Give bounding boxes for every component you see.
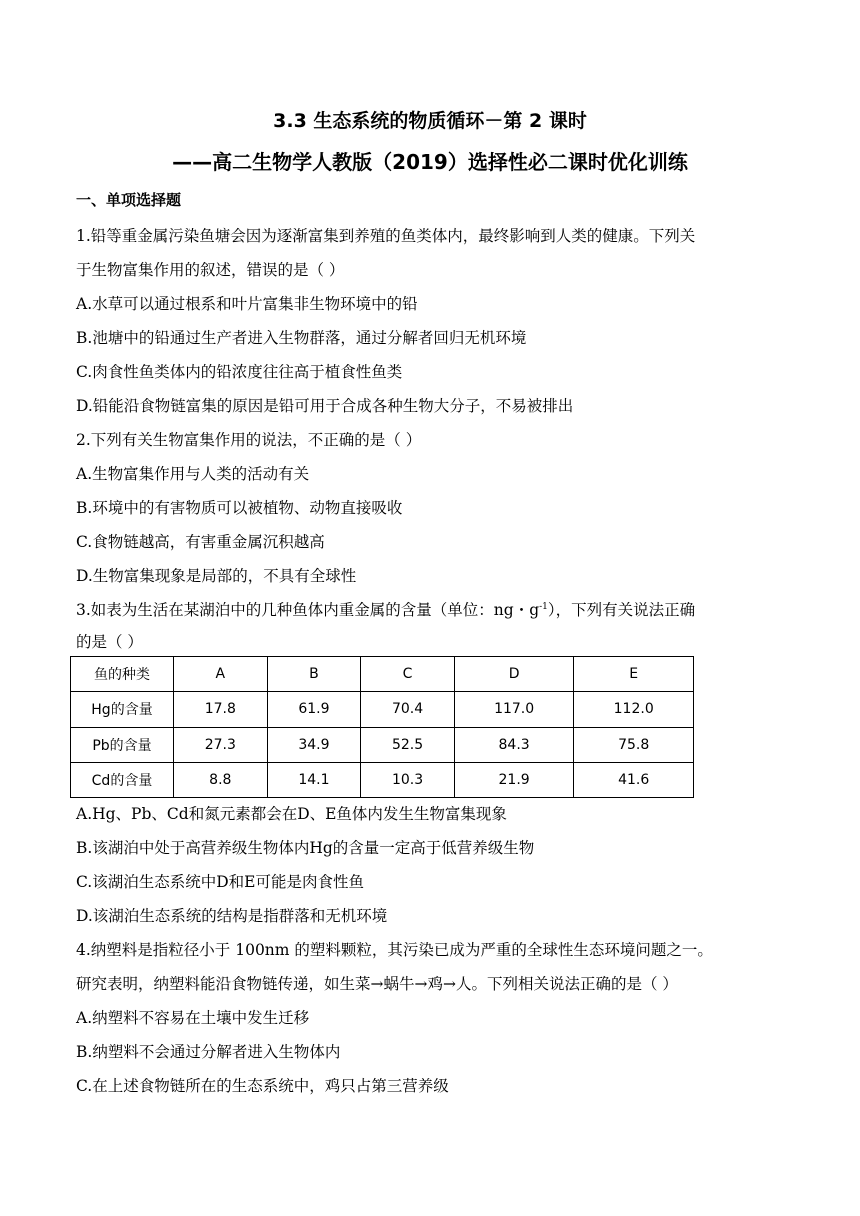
q3-option-b: B.该湖泊中处于高营养级生物体内Hg的含量一定高于低营养级生物 (76, 839, 535, 857)
table-row (71, 727, 694, 762)
table-header-row (71, 657, 694, 692)
table-header-cell: A (174, 657, 268, 692)
q1-stem-line-2: 于生物富集作用的叙述，错误的是（ ） (76, 261, 345, 279)
table-cell: 117.0 (454, 692, 574, 727)
q3-option-d: D.该湖泊生态系统的结构是指群落和无机环境 (76, 907, 388, 925)
q3-stem-text-a: 3.如表为生活在某湖泊中的几种鱼体内重金属的含量（单位：ng・g (76, 601, 540, 619)
q4-option-b: B.纳塑料不会通过分解者进入生物体内 (76, 1043, 341, 1061)
table-cell: 10.3 (361, 762, 455, 797)
q3-stem-line-2: 的是（ ） (76, 633, 143, 651)
table-cell: 41.6 (574, 762, 694, 797)
q3-stem-line-1 (76, 598, 695, 620)
q1-option-c: C.肉食性鱼类体内的铅浓度往往高于植食性鱼类 (76, 363, 403, 381)
table-cell: 52.5 (361, 727, 455, 762)
table-cell: 8.8 (174, 762, 268, 797)
table-cell: Cd的含量 (71, 762, 174, 797)
q1-option-b: B.池塘中的铅通过生产者进入生物群落，通过分解者回归无机环境 (76, 329, 527, 347)
table-cell: Pb的含量 (71, 727, 174, 762)
q4-option-c: C.在上述食物链所在的生态系统中，鸡只占第三营养级 (76, 1077, 449, 1095)
table-cell: 84.3 (454, 727, 574, 762)
q4-stem-line-1: 4.纳塑料是指粒径小于 100nm 的塑料颗粒，其污染已成为严重的全球性生态环境问题之一。 (76, 941, 713, 959)
table-cell: 70.4 (361, 692, 455, 727)
table-row (71, 762, 694, 797)
document-title: 3.3 生态系统的物质循环－第 2 课时 (273, 110, 587, 132)
table-cell: 75.8 (574, 727, 694, 762)
q1-stem-line-1: 1.铅等重金属污染鱼塘会因为逐渐富集到养殖的鱼类体内，最终影响到人类的健康。下列关 (76, 227, 696, 245)
table-cell: 21.9 (454, 762, 574, 797)
q2-option-b: B.环境中的有害物质可以被植物、动物直接吸收 (76, 499, 403, 517)
q1-option-d: D.铅能沿食物链富集的原因是铅可用于合成各种生物大分子，不易被排出 (76, 397, 574, 415)
table-header-cell: 鱼的种类 (71, 657, 174, 692)
q3-stem-text-b: ），下列有关说法正确 (547, 601, 696, 619)
document-subtitle: ——高二生物学人教版（2019）选择性必二课时优化训练 (172, 150, 688, 174)
q3-option-a: A.Hg、Pb、Cd和氮元素都会在D、E鱼体内发生生物富集现象 (76, 805, 507, 823)
section-heading: 一、单项选择题 (76, 191, 182, 209)
table-header-cell: B (267, 657, 361, 692)
table-header-cell: C (361, 657, 455, 692)
q3-option-c: C.该湖泊生态系统中D和E可能是肉食性鱼 (76, 873, 364, 891)
table-cell: 17.8 (174, 692, 268, 727)
table-row (71, 692, 694, 727)
table-cell: 27.3 (174, 727, 268, 762)
table-cell: Hg的含量 (71, 692, 174, 727)
q3-unit-exponent: -1 (539, 601, 548, 612)
q4-stem-line-2: 研究表明，纳塑料能沿食物链传递，如生菜→蜗牛→鸡→人。下列相关说法正确的是（ ） (76, 975, 678, 993)
q2-option-c: C.食物链越高，有害重金属沉积越高 (76, 533, 325, 551)
table-cell: 34.9 (267, 727, 361, 762)
table-cell: 61.9 (267, 692, 361, 727)
table-header-cell: D (454, 657, 574, 692)
q2-option-a: A.生物富集作用与人类的活动有关 (76, 465, 310, 483)
q1-option-a: A.水草可以通过根系和叶片富集非生物环境中的铅 (76, 295, 418, 313)
q2-option-d: D.生物富集现象是局部的，不具有全球性 (76, 567, 357, 585)
q2-stem: 2.下列有关生物富集作用的说法，不正确的是（ ） (76, 431, 422, 449)
table-header-cell: E (574, 657, 694, 692)
table-cell: 14.1 (267, 762, 361, 797)
q4-option-a: A.纳塑料不容易在土壤中发生迁移 (76, 1009, 310, 1027)
table-cell: 112.0 (574, 692, 694, 727)
heavy-metal-table (70, 656, 694, 798)
